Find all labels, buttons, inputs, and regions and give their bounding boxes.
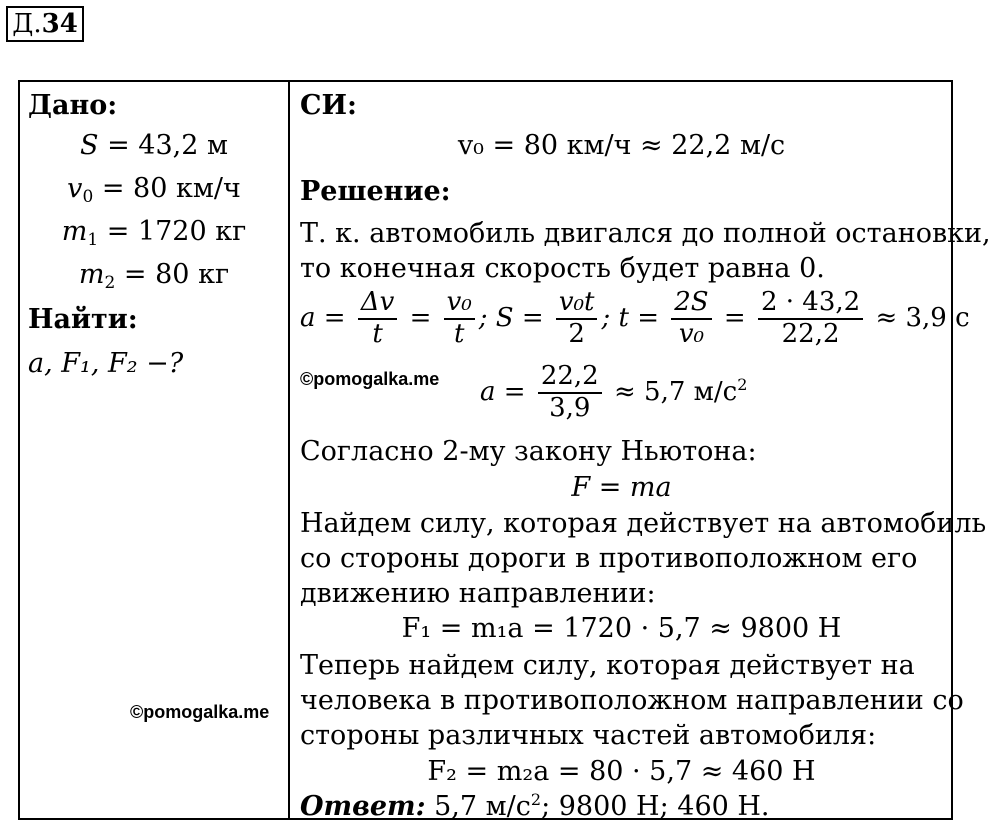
answer-line: Ответ: 5,7 $м/с^2$; 9800 Н; 460 Н. [300, 790, 770, 822]
paragraph-3-line-2: человека в противоположном направлении со [300, 685, 964, 716]
fraction-v0-t: $\frac{\text{v₀}}{t}$ [444, 288, 475, 350]
newton-formula: F = ma [571, 472, 672, 503]
given-line-m2: $m_2 = 80$ кг [78, 259, 230, 293]
paragraph-3-line-3: стороны различных частей автомобиля: [300, 720, 877, 751]
fraction-v0t-2: $\frac{\text{v₀t}}{2}$ [556, 288, 598, 350]
formula-acceleration-value: a = $\frac{22,2}{3,9}$ ≈ 5,7 $м/с^2$ [480, 361, 748, 423]
formula-f1: F₁ = m₁a = 1720 · 5,7 ≈ 9800 Н [401, 613, 842, 644]
problem-number-box [6, 6, 84, 42]
fraction-numeric-time: $\frac{2 \cdot 43,2}{22,2}$ [758, 288, 863, 350]
paragraph-1-line-2: то конечная скорость будет равна 0. [300, 253, 825, 284]
problem-prefix: Д. [12, 9, 42, 39]
formula-acceleration-time: a = $\frac{\Delta v}{t}$ = $\frac{\text{v₀}}{t}$ ; S = $\frac{\text{v₀t}}{2}$ ; t = $\frac{2S}{\text{v₀}}$ = $\frac{2 \cdot 43,2}{22,2}$ ≈ 3,9 с [300, 287, 970, 349]
answer-label: Ответ: [300, 791, 426, 822]
find-text: a, F₁, F₂ −? [28, 348, 184, 379]
column-divider [288, 80, 290, 820]
si-heading: СИ: [300, 90, 357, 121]
solution-heading: Решение: [300, 176, 451, 207]
fraction-2s-v0: $\frac{2S}{\text{v₀}}$ [671, 288, 711, 350]
problem-number: 34 [41, 9, 78, 39]
find-heading: Найти: [28, 304, 138, 335]
newton-law-text: Согласно 2-му закону Ньютона: [300, 436, 757, 467]
watermark: ©pomogalka.me [130, 702, 270, 722]
given-line-v0: $v_0 = 80$ км/ч [67, 173, 241, 207]
si-line: v₀ = 80 км/ч ≈ 22,2 м/с [457, 130, 786, 161]
fraction-acceleration: $\frac{22,2}{3,9}$ [538, 362, 602, 424]
paragraph-2-line-3: движению направлении: [300, 578, 656, 609]
fraction-dv-t: $\frac{\Delta v}{t}$ [358, 288, 397, 350]
paragraph-2-line-1: Найдем силу, которая действует на автомобиль [300, 508, 987, 539]
given-heading: Дано: [28, 90, 118, 121]
paragraph-1-line-1: Т. к. автомобиль двигался до полной остановки, [300, 218, 991, 249]
given-line-m1: $m_1 = 1720$ кг [61, 216, 247, 250]
given-line-s: S = 43,2 м [80, 130, 228, 161]
formula-f2: F₂ = m₂a = 80 · 5,7 ≈ 460 Н [427, 756, 816, 787]
paragraph-3-line-1: Теперь найдем силу, которая действует на [300, 650, 915, 681]
paragraph-2-line-2: со стороны дороги в противоположном его [300, 543, 918, 574]
watermark: ©pomogalka.me [300, 369, 440, 389]
